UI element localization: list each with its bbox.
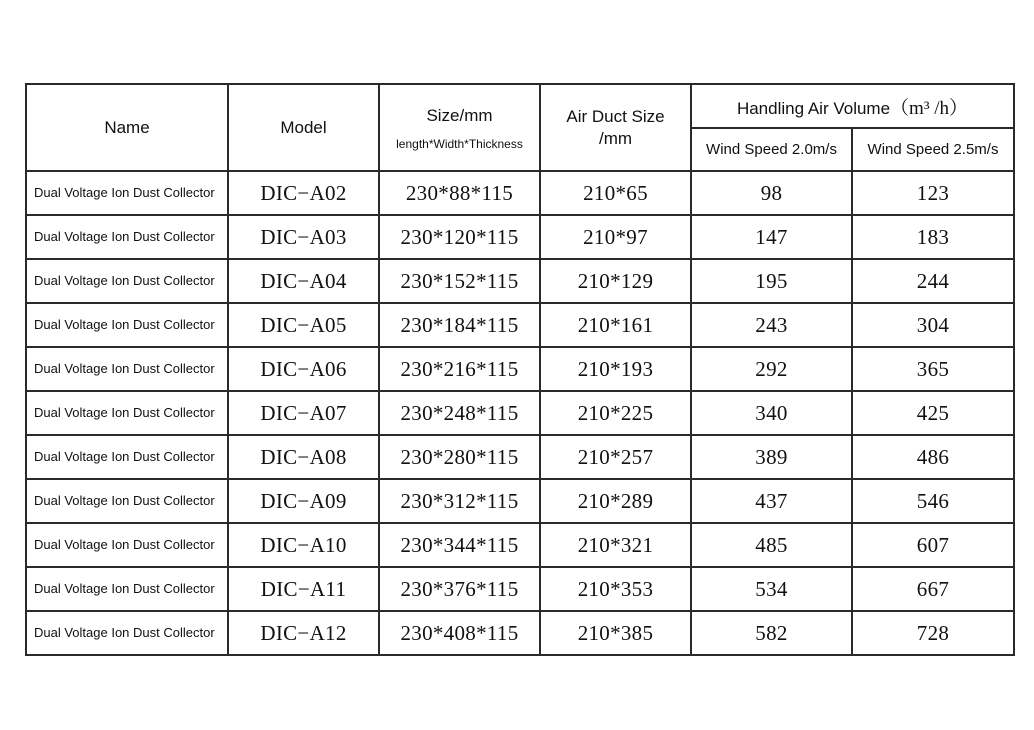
cell-duct: 210*321 xyxy=(540,523,691,567)
table-row xyxy=(26,435,1014,479)
header-size xyxy=(379,84,540,171)
cell-volume-2-5: 486 xyxy=(852,435,1014,479)
cell-volume-2-0: 243 xyxy=(691,303,852,347)
header-speed-1-label: Wind Speed 2.0m/s xyxy=(706,140,837,158)
cell-volume-2-5: 546 xyxy=(852,479,1014,523)
cell-duct: 210*129 xyxy=(540,259,691,303)
cell-size: 230*152*115 xyxy=(379,259,540,303)
cell-volume-2-5: 365 xyxy=(852,347,1014,391)
cell-volume-2-5: 123 xyxy=(852,171,1014,215)
header-duct xyxy=(540,84,691,171)
cell-name: Dual Voltage Ion Dust Collector xyxy=(26,259,228,303)
table-row xyxy=(26,259,1014,303)
cell-model: DIC−A09 xyxy=(228,479,379,523)
cell-model: DIC−A05 xyxy=(228,303,379,347)
cell-duct: 210*97 xyxy=(540,215,691,259)
cell-volume-2-5: 244 xyxy=(852,259,1014,303)
table-row xyxy=(26,391,1014,435)
cell-name: Dual Voltage Ion Dust Collector xyxy=(26,523,228,567)
cell-volume-2-0: 147 xyxy=(691,215,852,259)
cell-size: 230*184*115 xyxy=(379,303,540,347)
cell-volume-2-0: 485 xyxy=(691,523,852,567)
header-speed-2 xyxy=(852,128,1014,171)
cell-model: DIC−A08 xyxy=(228,435,379,479)
cell-size: 230*280*115 xyxy=(379,435,540,479)
cell-volume-2-5: 425 xyxy=(852,391,1014,435)
cell-model: DIC−A10 xyxy=(228,523,379,567)
cell-duct: 210*289 xyxy=(540,479,691,523)
cell-volume-2-0: 389 xyxy=(691,435,852,479)
cell-duct: 210*225 xyxy=(540,391,691,435)
header-row-top xyxy=(26,84,1014,128)
cell-size: 230*216*115 xyxy=(379,347,540,391)
spec-table xyxy=(25,83,1015,656)
cell-size: 230*120*115 xyxy=(379,215,540,259)
cell-duct: 210*385 xyxy=(540,611,691,655)
cell-volume-2-5: 607 xyxy=(852,523,1014,567)
header-speed-2-label: Wind Speed 2.5m/s xyxy=(867,140,999,158)
header-name-label: Name xyxy=(104,117,150,137)
cell-name: Dual Voltage Ion Dust Collector xyxy=(26,303,228,347)
cell-model: DIC−A06 xyxy=(228,347,379,391)
table-row xyxy=(26,611,1014,655)
cell-volume-2-0: 437 xyxy=(691,479,852,523)
cell-duct: 210*193 xyxy=(540,347,691,391)
cell-model: DIC−A12 xyxy=(228,611,379,655)
cell-size: 230*88*115 xyxy=(379,171,540,215)
table-row xyxy=(26,567,1014,611)
cell-model: DIC−A07 xyxy=(228,391,379,435)
cell-volume-2-5: 667 xyxy=(852,567,1014,611)
header-duct-label: Air Duct Size xyxy=(566,106,665,126)
header-size-label: Size/mm xyxy=(426,105,493,125)
table-row xyxy=(26,215,1014,259)
table-row xyxy=(26,523,1014,567)
cell-model: DIC−A11 xyxy=(228,567,379,611)
cell-volume-2-0: 340 xyxy=(691,391,852,435)
cell-model: DIC−A04 xyxy=(228,259,379,303)
header-air-volume xyxy=(691,84,1014,128)
cell-model: DIC−A02 xyxy=(228,171,379,215)
header-speed-1 xyxy=(691,128,852,171)
header-duct-unit: /mm xyxy=(598,128,633,148)
table-header xyxy=(26,84,1014,171)
cell-duct: 210*161 xyxy=(540,303,691,347)
cell-size: 230*408*115 xyxy=(379,611,540,655)
table-row xyxy=(26,303,1014,347)
cell-model: DIC−A03 xyxy=(228,215,379,259)
table-body xyxy=(26,171,1014,655)
table-row xyxy=(26,479,1014,523)
cell-size: 230*376*115 xyxy=(379,567,540,611)
header-name xyxy=(26,84,228,171)
table-row xyxy=(26,347,1014,391)
cell-size: 230*312*115 xyxy=(379,479,540,523)
cell-volume-2-0: 582 xyxy=(691,611,852,655)
cell-name: Dual Voltage Ion Dust Collector xyxy=(26,347,228,391)
header-model-label: Model xyxy=(280,117,327,137)
cell-name: Dual Voltage Ion Dust Collector xyxy=(26,435,228,479)
cell-name: Dual Voltage Ion Dust Collector xyxy=(26,171,228,215)
cell-duct: 210*257 xyxy=(540,435,691,479)
cell-name: Dual Voltage Ion Dust Collector xyxy=(26,479,228,523)
cell-volume-2-0: 195 xyxy=(691,259,852,303)
cell-name: Dual Voltage Ion Dust Collector xyxy=(26,391,228,435)
header-air-volume-unit: （m³ /h） xyxy=(890,97,969,119)
cell-duct: 210*353 xyxy=(540,567,691,611)
cell-volume-2-5: 304 xyxy=(852,303,1014,347)
cell-name: Dual Voltage Ion Dust Collector xyxy=(26,611,228,655)
header-air-volume-label: Handling Air Volume xyxy=(736,98,891,118)
cell-size: 230*344*115 xyxy=(379,523,540,567)
cell-volume-2-0: 534 xyxy=(691,567,852,611)
cell-volume-2-0: 98 xyxy=(691,171,852,215)
header-size-sublabel: length*Width*Thickness xyxy=(396,136,523,151)
cell-duct: 210*65 xyxy=(540,171,691,215)
header-model xyxy=(228,84,379,171)
table-row xyxy=(26,171,1014,215)
cell-name: Dual Voltage Ion Dust Collector xyxy=(26,567,228,611)
cell-name: Dual Voltage Ion Dust Collector xyxy=(26,215,228,259)
cell-volume-2-5: 728 xyxy=(852,611,1014,655)
cell-volume-2-0: 292 xyxy=(691,347,852,391)
cell-size: 230*248*115 xyxy=(379,391,540,435)
cell-volume-2-5: 183 xyxy=(852,215,1014,259)
